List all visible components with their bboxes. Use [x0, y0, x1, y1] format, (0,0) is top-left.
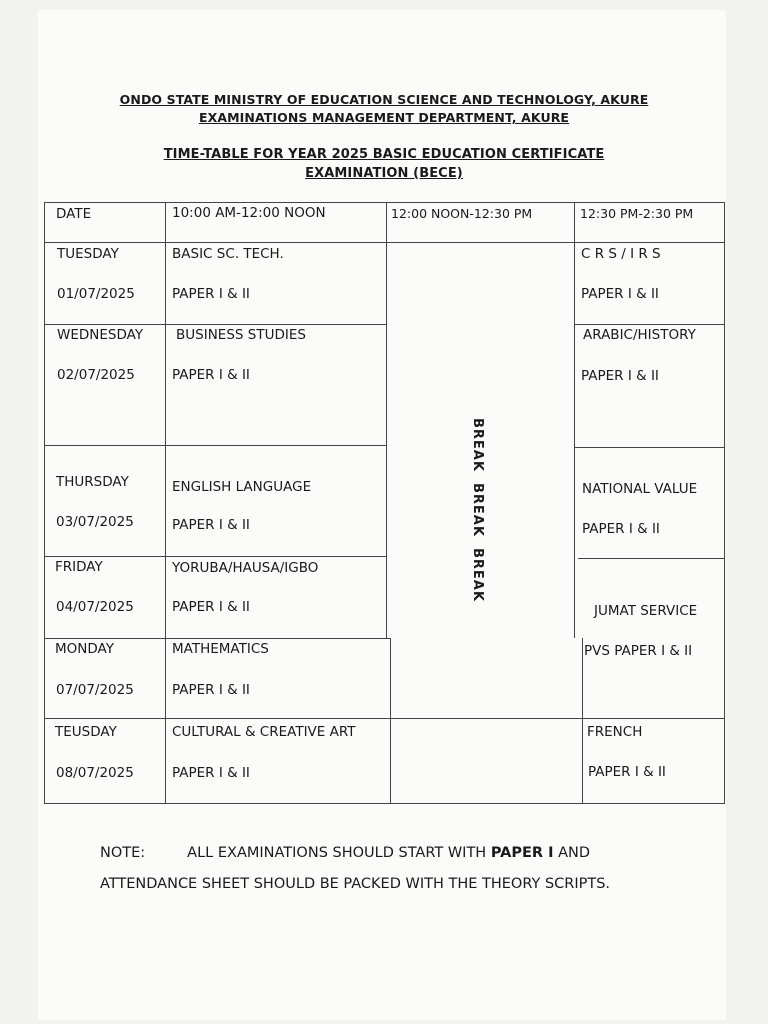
- row-morning-paper: PAPER I & II: [172, 682, 250, 698]
- row-date: 03/07/2025: [56, 514, 134, 530]
- row-afternoon-subject: NATIONAL VALUE: [582, 481, 698, 497]
- row-date: 01/07/2025: [57, 286, 135, 302]
- row-afternoon-subject: JUMAT SERVICE: [594, 603, 698, 619]
- row-day: MONDAY: [55, 641, 114, 657]
- row-day: TUESDAY: [57, 246, 119, 262]
- row-day: TEUSDAY: [55, 724, 117, 740]
- column-header-morning: 10:00 AM-12:00 NOON: [172, 205, 326, 221]
- grid-line: [578, 558, 725, 559]
- row-morning-paper: PAPER I & II: [172, 517, 250, 533]
- row-morning-paper: PAPER I & II: [172, 765, 250, 781]
- row-afternoon-subject: ARABIC/HISTORY: [583, 327, 696, 343]
- row-afternoon-subject: PVS PAPER I & II: [584, 643, 693, 659]
- grid-line: [44, 202, 45, 803]
- grid-line: [575, 447, 725, 448]
- break-label: BREAK BREAK BREAK: [470, 418, 485, 602]
- grid-line: [44, 445, 386, 446]
- grid-line: [724, 202, 725, 803]
- note-emphasis: PAPER I: [490, 845, 554, 861]
- row-morning-subject: CULTURAL & CREATIVE ART: [172, 724, 356, 740]
- row-morning-subject: YORUBA/HAUSA/IGBO: [172, 560, 319, 576]
- row-afternoon-subject: C R S / I R S: [581, 246, 661, 262]
- row-afternoon-paper: PAPER I & II: [581, 286, 659, 302]
- timetable-subtitle: EXAMINATION (BECE): [305, 166, 463, 181]
- row-afternoon-paper: PAPER I & II: [582, 521, 660, 537]
- timetable-title: TIME-TABLE FOR YEAR 2025 BASIC EDUCATION CERTIFICATE: [163, 147, 605, 162]
- grid-line: [574, 202, 575, 638]
- note-text-1: ALL EXAMINATIONS SHOULD START WITH: [187, 845, 491, 861]
- column-header-afternoon: 12:30 PM-2:30 PM: [580, 206, 694, 221]
- row-afternoon-subject: FRENCH: [587, 724, 643, 740]
- row-day: FRIDAY: [55, 559, 103, 575]
- grid-line: [44, 718, 725, 719]
- column-header-date: DATE: [56, 206, 92, 222]
- column-header-break: 12:00 NOON-12:30 PM: [391, 206, 533, 221]
- row-date: 07/07/2025: [56, 682, 134, 698]
- row-date: 04/07/2025: [56, 599, 134, 615]
- department-heading: EXAMINATIONS MANAGEMENT DEPARTMENT, AKURE: [198, 110, 570, 125]
- row-date: 02/07/2025: [57, 367, 135, 383]
- grid-line: [44, 324, 386, 325]
- grid-line: [575, 324, 725, 325]
- row-morning-subject: ENGLISH LANGUAGE: [172, 479, 312, 495]
- note-line-1: [100, 845, 590, 861]
- note-line-2: ATTENDANCE SHEET SHOULD BE PACKED WITH THE THEORY SCRIPTS.: [100, 876, 611, 892]
- grid-line: [44, 242, 725, 243]
- row-morning-paper: PAPER I & II: [172, 286, 250, 302]
- note-label: NOTE:: [100, 845, 146, 861]
- grid-line: [44, 202, 725, 203]
- row-day: WEDNESDAY: [57, 327, 144, 343]
- grid-line: [44, 638, 390, 639]
- grid-line: [386, 202, 387, 638]
- row-morning-paper: PAPER I & II: [172, 367, 250, 383]
- row-morning-paper: PAPER I & II: [172, 599, 250, 615]
- row-date: 08/07/2025: [56, 765, 134, 781]
- row-morning-subject: BUSINESS STUDIES: [176, 327, 306, 343]
- row-morning-subject: MATHEMATICS: [172, 641, 269, 657]
- row-afternoon-paper: PAPER I & II: [581, 368, 659, 384]
- row-morning-subject: BASIC SC. TECH.: [172, 246, 284, 262]
- grid-line: [165, 202, 166, 803]
- ministry-heading: ONDO STATE MINISTRY OF EDUCATION SCIENCE AND TECHNOLOGY, AKURE: [119, 92, 649, 107]
- grid-line: [44, 803, 725, 804]
- grid-line: [44, 556, 386, 557]
- note-text-2: AND: [553, 845, 591, 861]
- row-day: THURSDAY: [56, 474, 129, 490]
- grid-line: [390, 638, 391, 803]
- row-afternoon-paper: PAPER I & II: [588, 764, 666, 780]
- grid-line: [582, 638, 583, 803]
